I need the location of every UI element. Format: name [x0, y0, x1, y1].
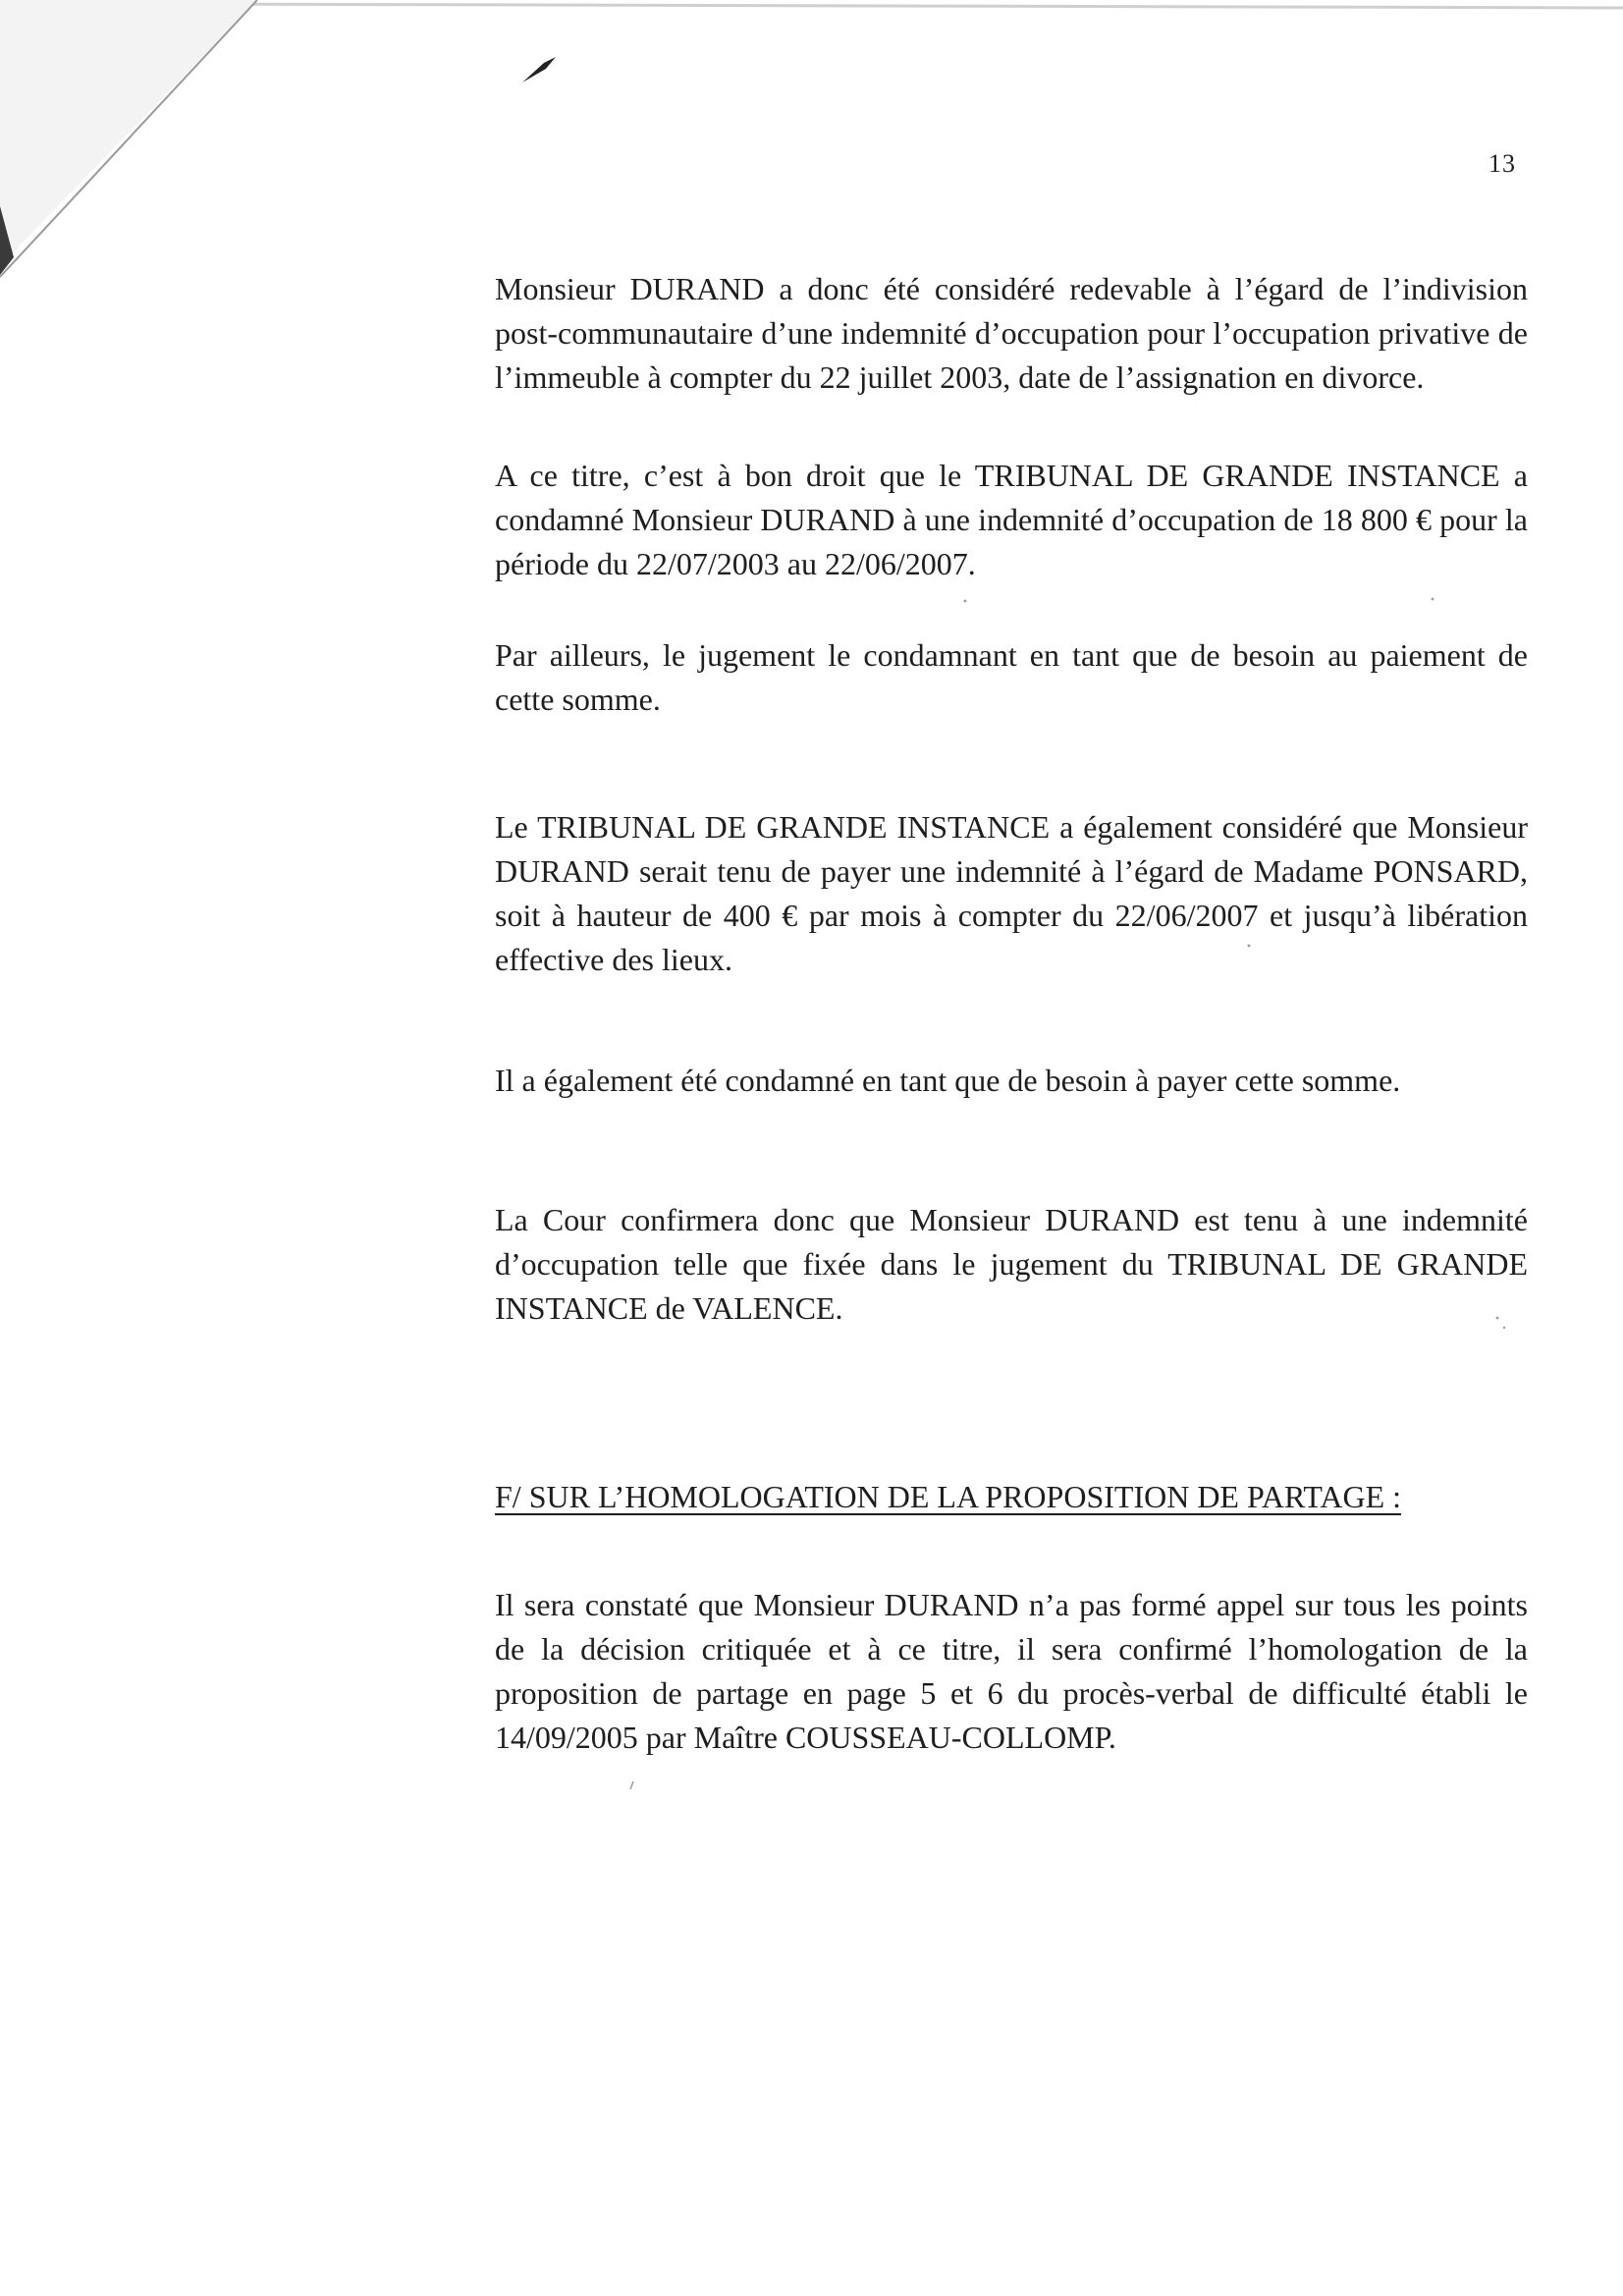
scan-speck	[630, 1781, 633, 1789]
paragraph-cour-confirmera: La Cour confirmera donc que Monsieur DURAND est tenu à une indemnité d’occupation telle que fixée dans le jugement du TRIBUNAL DE GRANDE INSTANCE de VALENCE.	[495, 1202, 1528, 1326]
paragraph-paiement-somme: Par ailleurs, le jugement le condamnant en tant que de besoin au paiement de cette somme.	[495, 637, 1528, 717]
fold-edge-dark	[0, 206, 14, 275]
paragraph-indemnite-mensuelle: Le TRIBUNAL DE GRANDE INSTANCE a également considéré que Monsieur DURAND serait tenu de payer une indemnité à l’égard de Madame PONSARD, soit à hauteur de 400 € par mois à compter du 22/06/2007 et jusqu’à libération effective des lieux.	[495, 809, 1528, 977]
scan-top-edge	[167, 4, 1623, 8]
pen-mark	[522, 57, 556, 82]
scan-speck	[964, 600, 967, 603]
page-number: 13	[1488, 149, 1516, 178]
paragraph-indemnite-occupation: Monsieur DURAND a donc été considéré redevable à l’égard de l’indivision post-communautaire d’une indemnité d’occupation pour l’occupation privative de l’immeuble à compter du 22 juillet 2003, date de l’assignation en divorce.	[495, 271, 1528, 395]
folded-corner-shadow	[0, 0, 257, 275]
fold-crease-line	[0, 0, 257, 277]
paragraph-homologation-partage: Il sera constaté que Monsieur DURAND n’a pas formé appel sur tous les points de la décision critiquée et à ce titre, il sera confirmé l’homologation de la proposition de partage en page 5 et 6 du procès-verbal de difficulté établi le 14/09/2005 par Maître COUSSEAU-COLLOMP.	[495, 1587, 1528, 1755]
paragraph-condamne-payer: Il a également été condamné en tant que de besoin à payer cette somme.	[495, 1063, 1401, 1098]
section-heading-homologation: F/ SUR L’HOMOLOGATION DE LA PROPOSITION DE PARTAGE :	[495, 1479, 1401, 1514]
scan-speck	[1432, 598, 1434, 601]
paragraph-condamnation-18800: A ce titre, c’est à bon droit que le TRIBUNAL DE GRANDE INSTANCE a condamné Monsieur DURAND à une indemnité d’occupation de 18 800 € pour la période du 22/07/2003 au 22/06/2007.	[495, 458, 1528, 581]
